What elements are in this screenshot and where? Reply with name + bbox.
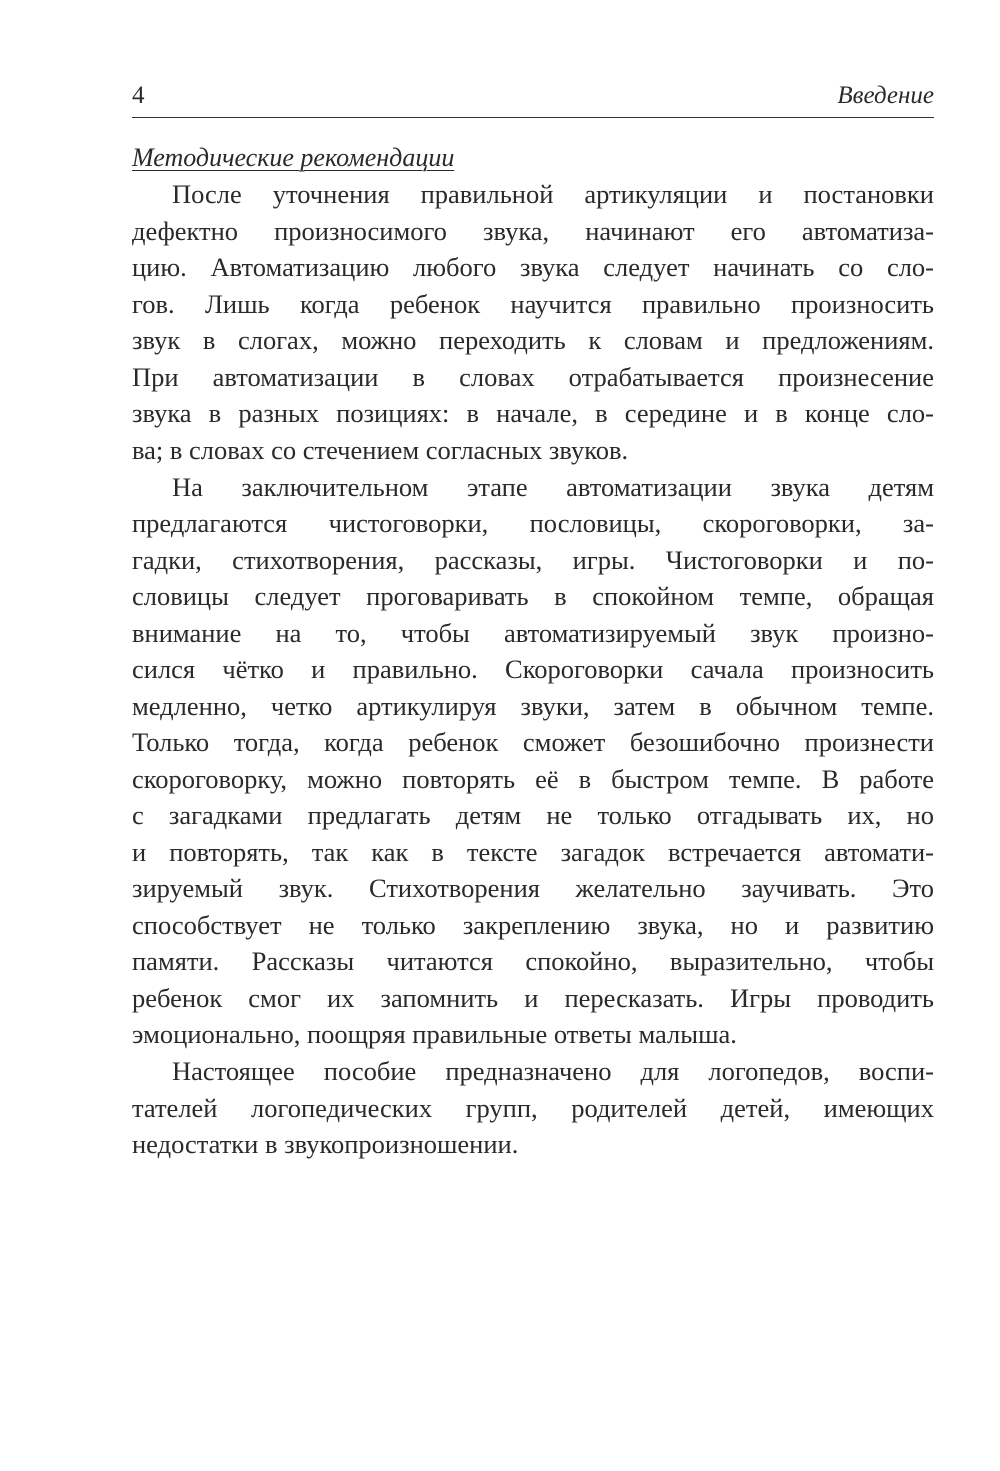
text-line: Только тогда, когда ребенок сможет безошибочно произнести (132, 727, 934, 757)
text-line: недостатки в звукопроизношении. (132, 1129, 519, 1159)
text-line: При автоматизации в словах отрабатывается произнесение (132, 361, 934, 392)
text-line: тателей логопедических групп, родителей детей, имеющих (132, 1092, 934, 1123)
text-line: внимание на то, чтобы автоматизируемый звук произно- (132, 617, 934, 648)
text-line: и повторять, так как в тексте загадок встречается автомати- (132, 836, 934, 867)
text-line: словицы следует проговаривать в спокойном темпе, обращая (132, 581, 934, 611)
text-line: медленно, четко артикулируя звуки, затем в обычном темпе. (132, 690, 934, 721)
text-line: скороговорку, можно повторять её в быстром темпе. В работе (132, 763, 934, 794)
body-text (132, 140, 934, 1163)
text-line: зируемый звук. Стихотворения желательно заучивать. Это (132, 873, 934, 903)
text-line: с загадками предлагать детям не только отгадывать их, но (132, 800, 934, 830)
text-line: гадки, стихотворения, рассказы, игры. Чистоговорки и по- (132, 544, 934, 575)
section-title: Введение (837, 82, 934, 109)
text-line: Настоящее пособие предназначено для логопедов, воспи- (172, 1056, 934, 1086)
paragraph-3 (132, 1053, 934, 1163)
text-line: звук в слогах, можно переходить к словам и предложениям. (132, 325, 934, 355)
text-line: цию. Автоматизацию любого звука следует начинать со сло- (132, 252, 934, 282)
text-line: ребенок смог их запомнить и пересказать. Игры проводить (132, 982, 934, 1013)
text-line: На заключительном этапе автоматизации звука детям (172, 471, 934, 502)
subheading: Методические рекомендации (132, 143, 455, 172)
paragraph-2 (132, 469, 934, 1053)
text-line: гов. Лишь когда ребенок научится правильно произносить (132, 288, 934, 319)
text-line: После уточнения правильной артикуляции и постановки (172, 179, 934, 209)
text-line: ва; в словах со стечением согласных звуков. (132, 434, 629, 465)
running-head (132, 80, 934, 114)
header-divider (132, 117, 934, 118)
text-line: дефектно произносимого звука, начинают его автоматиза- (132, 215, 934, 246)
text-line: способствует не только закреплению звука, но и развитию (132, 909, 934, 940)
text-line: сился чётко и правильно. Скороговорки сачала произносить (132, 654, 934, 684)
text-line: предлагаются чистоговорки, пословицы, скороговорки, за- (132, 508, 934, 538)
paragraph-1 (132, 176, 934, 468)
page-number: 4 (132, 82, 145, 109)
text-line: звука в разных позициях: в начале, в середине и в конце сло- (132, 398, 934, 428)
text-line: памяти. Рассказы читаются спокойно, выразительно, чтобы (132, 946, 934, 976)
text-line: эмоционально, поощряя правильные ответы малыша. (132, 1019, 737, 1049)
